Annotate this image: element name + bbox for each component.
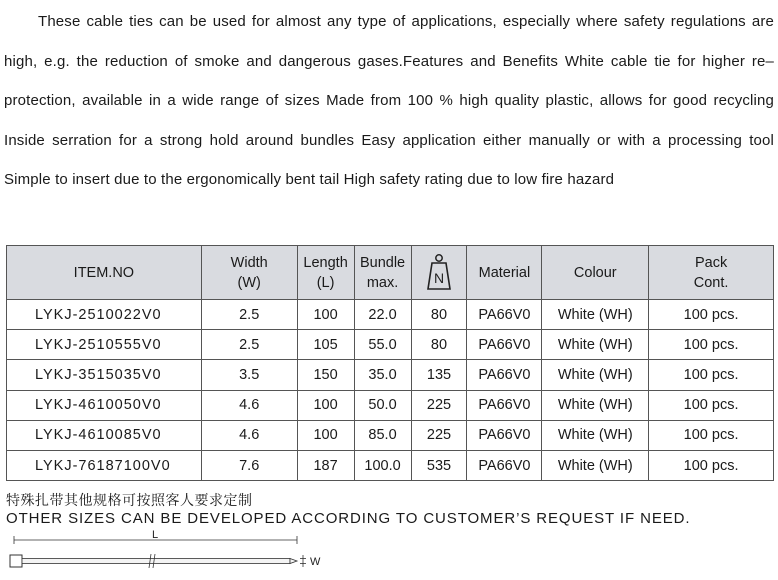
cell-length: 150 — [297, 360, 354, 390]
cell-pack: 100 pcs. — [649, 330, 774, 360]
cell-length: 105 — [297, 330, 354, 360]
cell-width: 2.5 — [201, 300, 297, 330]
cell-colour: White (WH) — [542, 390, 649, 420]
cell-length: 100 — [297, 420, 354, 450]
svg-text:N: N — [433, 269, 445, 286]
header-width: Width (W) — [201, 246, 297, 300]
cell-material: PA66V0 — [467, 360, 542, 390]
spec-table — [6, 245, 774, 481]
header-bundle: Bundle max. — [354, 246, 411, 300]
cell-item-no: LYKJ-4610085V0 — [7, 420, 202, 450]
cell-bundle: 50.0 — [354, 390, 411, 420]
intro-paragraph: These cable ties can be used for almost any type of applications, especially where safety regulations are high, e.g. the reduction of smoke and dangerous gases.Features and Benefits White cable tie for higher re–protection, available in a wide range of sizes Made from 100 % high quality plastic, allows for good recycling Inside serration for a strong hold around bundles Easy application either manually or with a processing tool Simple to insert due to the ergonomically bent tail High safety rating due to low fire hazard — [4, 13, 774, 189]
cell-pack: 100 pcs. — [649, 360, 774, 390]
header-item-no: ITEM.NO — [7, 246, 202, 300]
cell-tensile-force: 225 — [411, 420, 467, 450]
cell-colour: White (WH) — [542, 330, 649, 360]
cell-material: PA66V0 — [467, 300, 542, 330]
cell-pack: 100 pcs. — [649, 300, 774, 330]
cell-tensile-force: 135 — [411, 360, 467, 390]
cell-item-no: LYKJ-4610050V0 — [7, 390, 202, 420]
cell-bundle: 85.0 — [354, 420, 411, 450]
cell-tensile-force: 80 — [411, 300, 467, 330]
table-header-row — [7, 246, 774, 300]
cell-width: 2.5 — [201, 330, 297, 360]
cell-bundle: 100.0 — [354, 450, 411, 480]
table-row — [7, 360, 774, 390]
cell-colour: White (WH) — [542, 450, 649, 480]
cell-tensile-force: 535 — [411, 450, 467, 480]
cell-tensile-force: 225 — [411, 390, 467, 420]
cell-pack: 100 pcs. — [649, 450, 774, 480]
cell-material: PA66V0 — [467, 390, 542, 420]
table-row — [7, 420, 774, 450]
cell-width: 4.6 — [201, 390, 297, 420]
cell-colour: White (WH) — [542, 420, 649, 450]
cell-width: 7.6 — [201, 450, 297, 480]
cell-pack: 100 pcs. — [649, 390, 774, 420]
weight-icon — [426, 253, 452, 293]
cell-item-no: LYKJ-2510022V0 — [7, 300, 202, 330]
cell-length: 100 — [297, 300, 354, 330]
table-row — [7, 450, 774, 480]
cell-length: 100 — [297, 390, 354, 420]
cell-colour: White (WH) — [542, 300, 649, 330]
cell-material: PA66V0 — [467, 420, 542, 450]
length-label: L — [151, 530, 159, 541]
cell-material: PA66V0 — [467, 450, 542, 480]
custom-note-english: OTHER SIZES CAN BE DEVELOPED ACCORDING TO CUSTOMER’S REQUEST IF NEED. — [6, 510, 691, 527]
cell-width: 3.5 — [201, 360, 297, 390]
cell-pack: 100 pcs. — [649, 420, 774, 450]
cable-tie-diagram — [0, 530, 778, 580]
cell-colour: White (WH) — [542, 360, 649, 390]
header-tensile-force — [411, 246, 467, 300]
cell-width: 4.6 — [201, 420, 297, 450]
custom-note-chinese: 特殊扎带其他规格可按照客人要求定制 — [6, 493, 253, 509]
cell-tensile-force: 80 — [411, 330, 467, 360]
cell-length: 187 — [297, 450, 354, 480]
header-length: Length (L) — [297, 246, 354, 300]
table-row — [7, 300, 774, 330]
cell-bundle: 55.0 — [354, 330, 411, 360]
header-colour: Colour — [542, 246, 649, 300]
header-pack: Pack Cont. — [649, 246, 774, 300]
cell-item-no: LYKJ-3515035V0 — [7, 360, 202, 390]
cell-material: PA66V0 — [467, 330, 542, 360]
cell-item-no: LYKJ-2510555V0 — [7, 330, 202, 360]
cell-bundle: 22.0 — [354, 300, 411, 330]
width-label: W — [310, 556, 321, 568]
table-row — [7, 330, 774, 360]
cell-item-no: LYKJ-76187100V0 — [7, 450, 202, 480]
header-material: Material — [467, 246, 542, 300]
table-row — [7, 390, 774, 420]
cell-bundle: 35.0 — [354, 360, 411, 390]
